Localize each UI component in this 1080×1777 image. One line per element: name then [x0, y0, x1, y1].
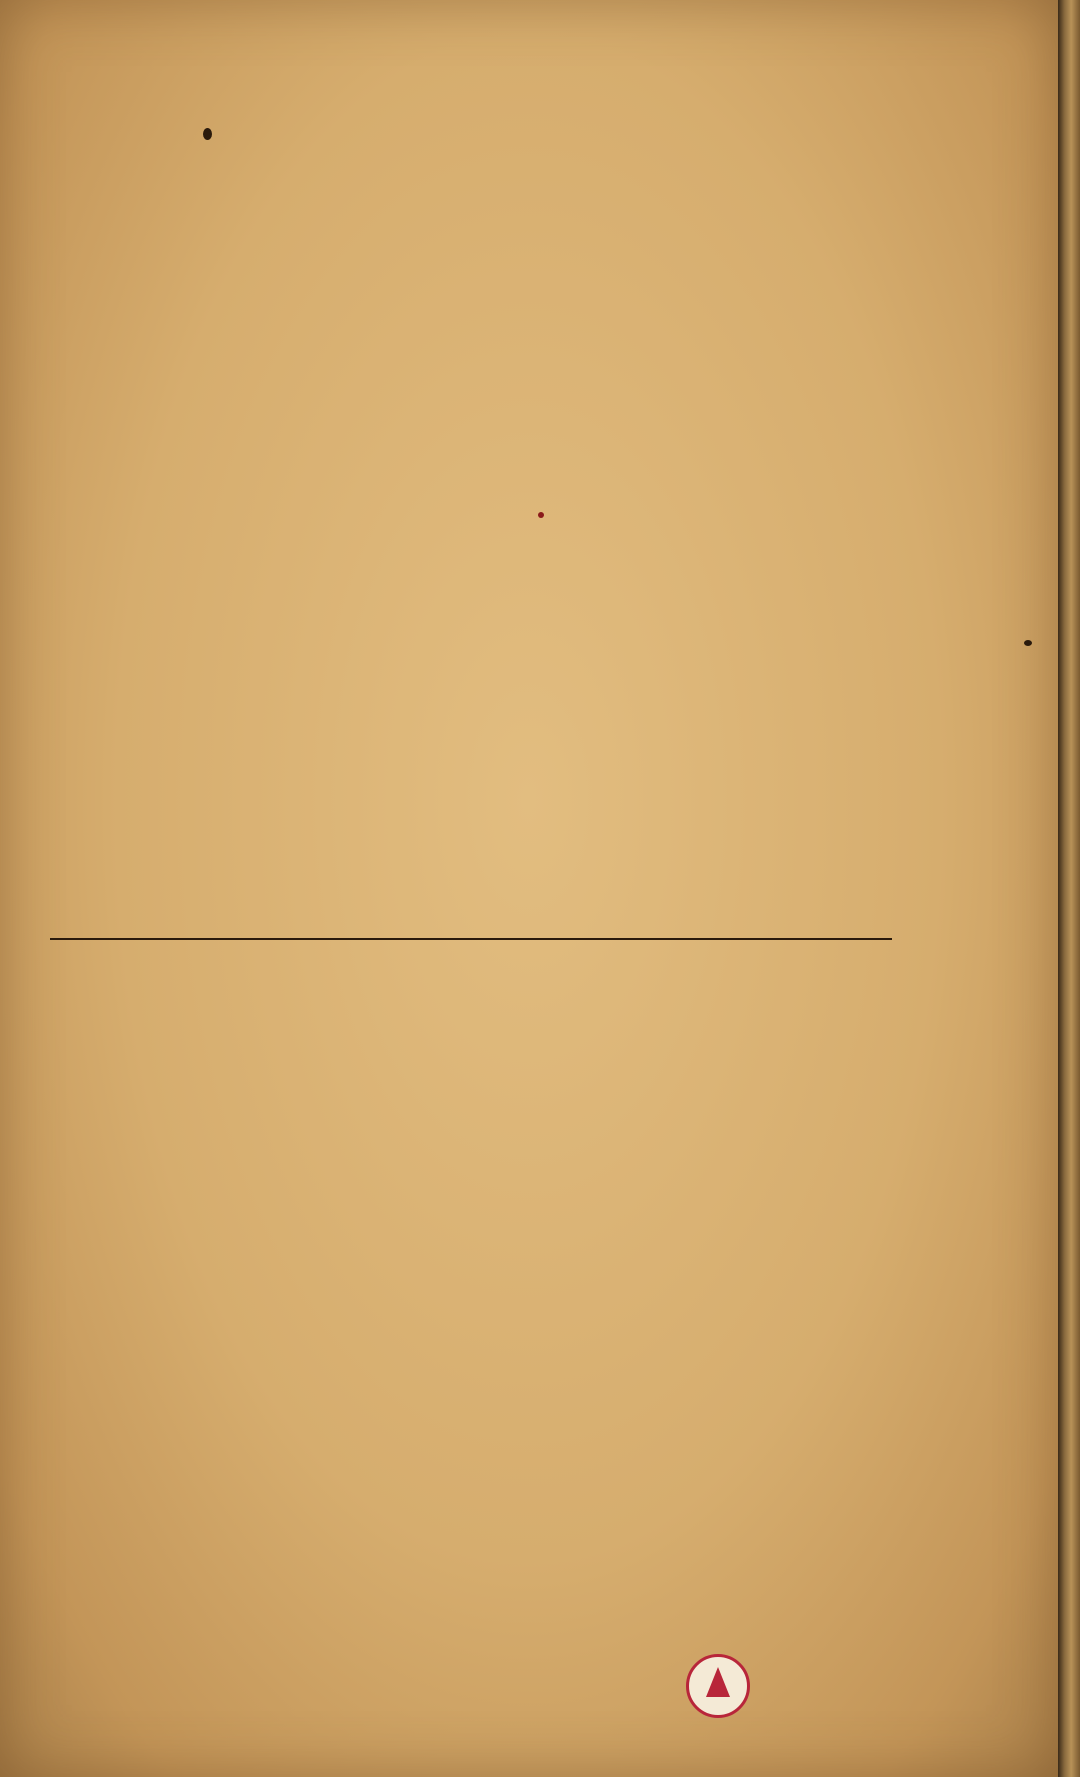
section-divider — [50, 938, 892, 940]
temple-seal-icon — [686, 1654, 750, 1718]
watermark-logo — [682, 1648, 1072, 1768]
paper-speck — [1024, 640, 1032, 646]
paper-speck — [203, 128, 212, 140]
page-edge — [1058, 0, 1080, 1777]
paper-speck — [538, 512, 544, 518]
